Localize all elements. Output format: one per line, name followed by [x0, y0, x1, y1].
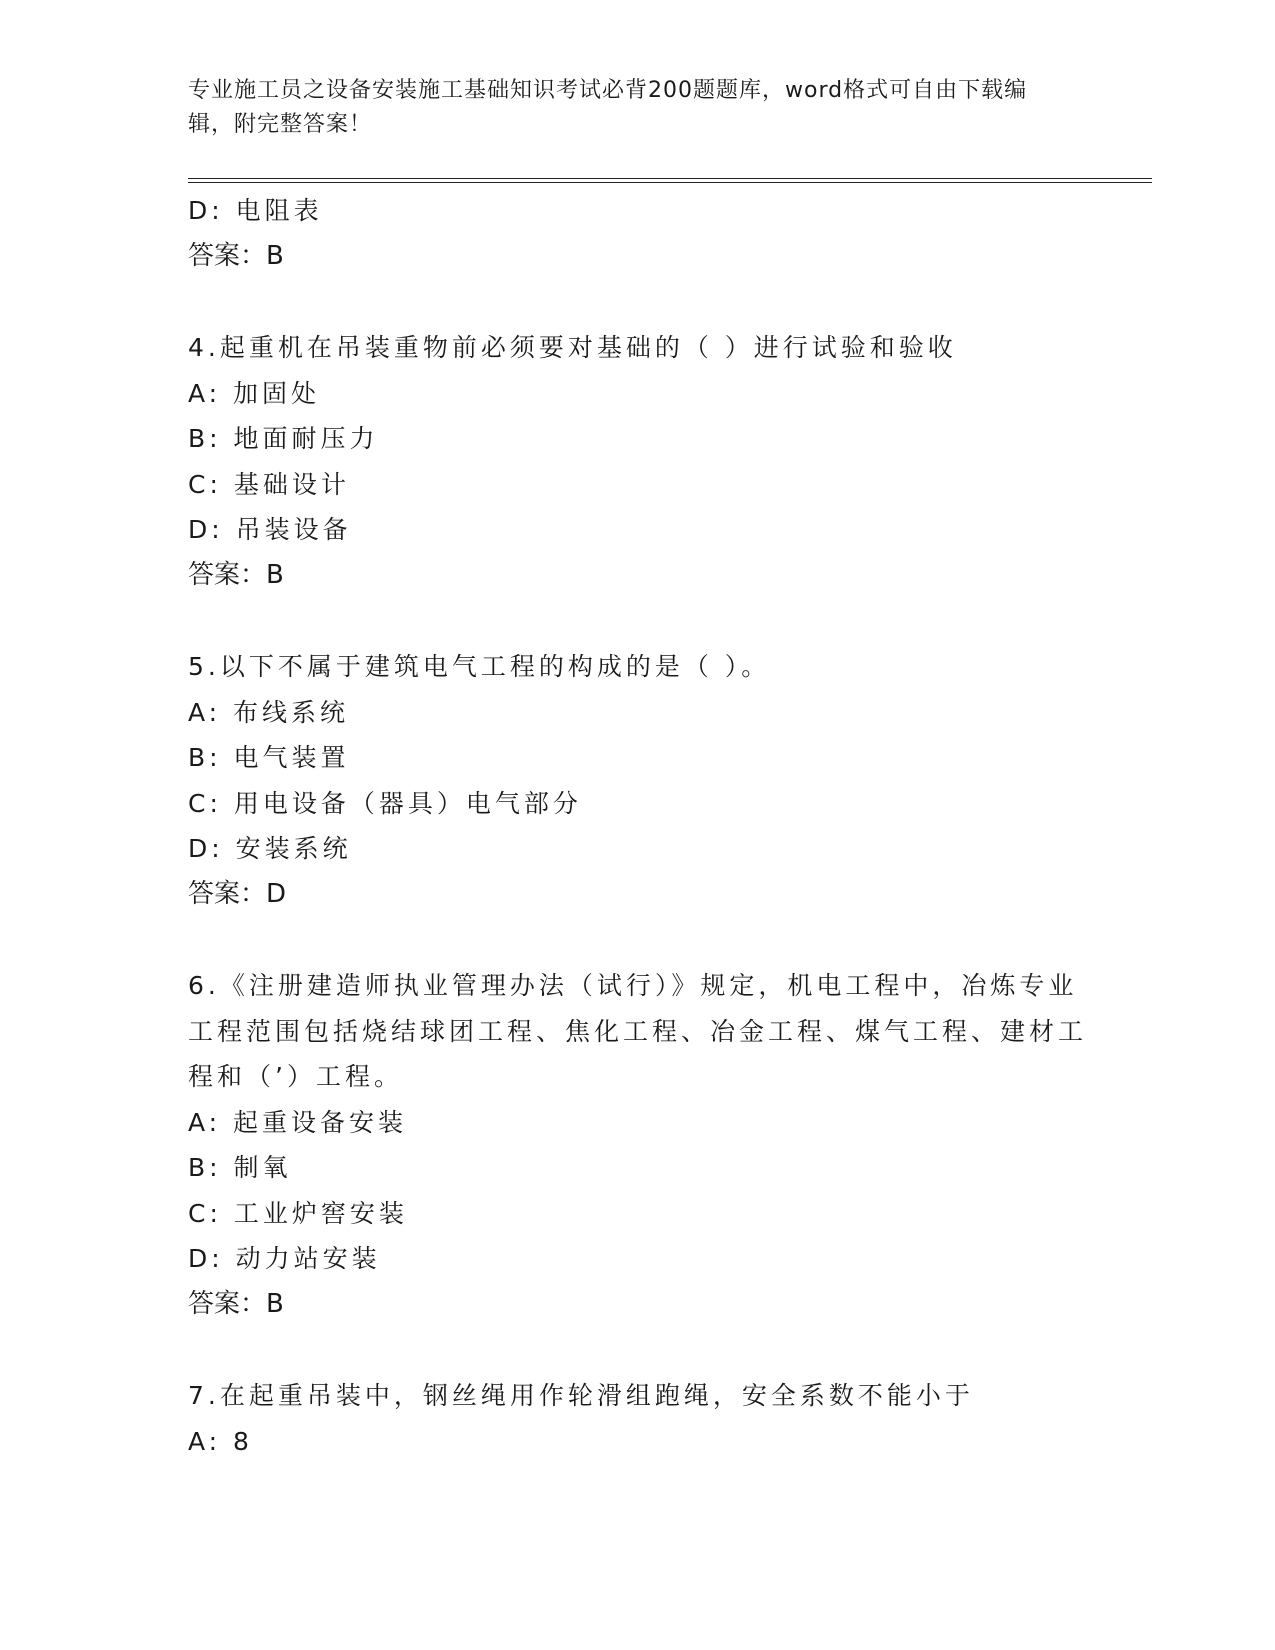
option-b: B: 制氧 [188, 1153, 292, 1182]
question-4 [188, 325, 1088, 598]
option-d: D: 电阻表 [188, 196, 323, 225]
option-b: B: 地面耐压力 [188, 424, 379, 453]
answer-line: 答案：B [188, 559, 284, 590]
option-d: D: 吊装设备 [188, 515, 352, 544]
question-stem: 5.以下不属于建筑电气工程的构成的是（ ）。 [188, 652, 771, 681]
option-d: D: 动力站安装 [188, 1244, 381, 1273]
question-7 [188, 1373, 1088, 1464]
answer-line: 答案：B [188, 1288, 284, 1319]
header-divider [188, 178, 1152, 183]
question-stem: 4.起重机在吊装重物前必须要对基础的（ ）进行试验和验收 [188, 333, 957, 362]
answer-line: 答案：D [188, 878, 287, 909]
question-stem: 7.在起重吊装中，钢丝绳用作轮滑组跑绳，安全系数不能小于 [188, 1381, 974, 1410]
option-a: A: 起重设备安装 [188, 1107, 408, 1137]
option-c: C: 用电设备（器具）电气部分 [188, 788, 582, 818]
option-b: B: 电气装置 [188, 743, 350, 772]
option-a: A: 布线系统 [188, 697, 350, 727]
option-d: D: 安装系统 [188, 834, 352, 863]
question-stem: 6.《注册建造师执业管理办法（试行）》规定，机电工程中，冶炼专业工程范围包括烧结球团工程、焦化工程、冶金工程、煤气工程、建材工程和（’）工程。 [188, 971, 1088, 1091]
option-c: C: 基础设计 [188, 469, 350, 499]
question-list [188, 188, 1088, 1464]
question-5 [188, 644, 1088, 917]
option-a: A: 8 [188, 1426, 253, 1456]
option-a: A: 加固处 [188, 378, 321, 408]
document-header: 专业施工员之设备安装施工基础知识考试必背200题题库，word格式可自由下载编辑，附完整答案！ [188, 78, 1028, 137]
question-6 [188, 963, 1088, 1327]
option-c: C: 工业炉窖安装 [188, 1198, 408, 1228]
previous-question-tail [188, 188, 1088, 279]
answer-line: 答案：B [188, 240, 284, 271]
